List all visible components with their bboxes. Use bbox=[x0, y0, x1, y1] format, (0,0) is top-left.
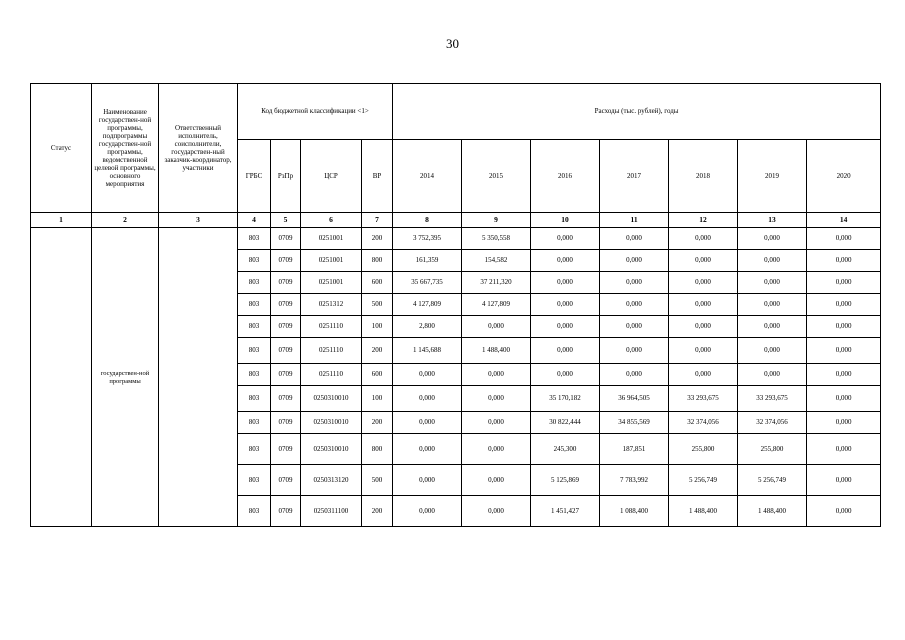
vr-cell: 200 bbox=[362, 412, 393, 434]
value-cell: 0,000 bbox=[393, 412, 462, 434]
value-cell: 1 488,400 bbox=[462, 338, 531, 364]
column-number: 5 bbox=[271, 213, 301, 228]
value-cell: 0,000 bbox=[531, 228, 600, 250]
grbs-cell: 803 bbox=[238, 434, 271, 465]
vr-cell: 100 bbox=[362, 386, 393, 412]
value-cell: 245,300 bbox=[531, 434, 600, 465]
column-number: 8 bbox=[393, 213, 462, 228]
csr-cell: 0250310010 bbox=[301, 386, 362, 412]
rzpr-cell: 0709 bbox=[271, 412, 301, 434]
grbs-cell: 803 bbox=[238, 316, 271, 338]
value-cell: 1 145,688 bbox=[393, 338, 462, 364]
value-cell: 0,000 bbox=[531, 294, 600, 316]
value-cell: 33 293,675 bbox=[738, 386, 807, 412]
rzpr-cell: 0709 bbox=[271, 272, 301, 294]
header-name: Наименование государствен-ной программы, подпрограммы государствен-ной программы, ведомственной целевой программы, основного мероприятия bbox=[92, 84, 159, 213]
value-cell: 0,000 bbox=[807, 228, 881, 250]
rzpr-cell: 0709 bbox=[271, 496, 301, 527]
grbs-cell: 803 bbox=[238, 496, 271, 527]
vr-cell: 200 bbox=[362, 496, 393, 527]
value-cell: 0,000 bbox=[600, 272, 669, 294]
value-cell: 4 127,809 bbox=[393, 294, 462, 316]
value-cell: 0,000 bbox=[738, 272, 807, 294]
value-cell: 7 783,992 bbox=[600, 465, 669, 496]
value-cell: 0,000 bbox=[600, 250, 669, 272]
column-number: 2 bbox=[92, 213, 159, 228]
value-cell: 1 488,400 bbox=[669, 496, 738, 527]
csr-cell: 0251110 bbox=[301, 364, 362, 386]
budget-table bbox=[30, 83, 881, 527]
status-cell bbox=[31, 228, 92, 527]
header-vr: ВР bbox=[362, 140, 393, 213]
value-cell: 0,000 bbox=[393, 496, 462, 527]
rzpr-cell: 0709 bbox=[271, 338, 301, 364]
value-cell: 0,000 bbox=[531, 250, 600, 272]
value-cell: 0,000 bbox=[462, 316, 531, 338]
value-cell: 0,000 bbox=[531, 338, 600, 364]
grbs-cell: 803 bbox=[238, 364, 271, 386]
value-cell: 1 488,400 bbox=[738, 496, 807, 527]
value-cell: 0,000 bbox=[738, 316, 807, 338]
column-number-row bbox=[31, 213, 881, 228]
csr-cell: 0250313120 bbox=[301, 465, 362, 496]
value-cell: 0,000 bbox=[807, 412, 881, 434]
column-number: 11 bbox=[600, 213, 669, 228]
value-cell: 0,000 bbox=[600, 364, 669, 386]
rzpr-cell: 0709 bbox=[271, 228, 301, 250]
vr-cell: 600 bbox=[362, 272, 393, 294]
value-cell: 0,000 bbox=[393, 434, 462, 465]
column-number: 1 bbox=[31, 213, 92, 228]
executor-cell bbox=[159, 228, 238, 527]
vr-cell: 200 bbox=[362, 228, 393, 250]
value-cell: 255,800 bbox=[669, 434, 738, 465]
value-cell: 0,000 bbox=[600, 338, 669, 364]
grbs-cell: 803 bbox=[238, 250, 271, 272]
value-cell: 0,000 bbox=[669, 338, 738, 364]
value-cell: 0,000 bbox=[462, 386, 531, 412]
column-number: 14 bbox=[807, 213, 881, 228]
csr-cell: 0250310010 bbox=[301, 412, 362, 434]
value-cell: 0,000 bbox=[807, 250, 881, 272]
value-cell: 0,000 bbox=[807, 364, 881, 386]
value-cell: 187,851 bbox=[600, 434, 669, 465]
value-cell: 0,000 bbox=[807, 434, 881, 465]
grbs-cell: 803 bbox=[238, 294, 271, 316]
vr-cell: 800 bbox=[362, 434, 393, 465]
value-cell: 0,000 bbox=[462, 496, 531, 527]
grbs-cell: 803 bbox=[238, 412, 271, 434]
value-cell: 0,000 bbox=[531, 364, 600, 386]
value-cell: 0,000 bbox=[807, 338, 881, 364]
value-cell: 0,000 bbox=[669, 250, 738, 272]
value-cell: 0,000 bbox=[531, 272, 600, 294]
rzpr-cell: 0709 bbox=[271, 386, 301, 412]
value-cell: 0,000 bbox=[807, 294, 881, 316]
header-year: 2018 bbox=[669, 140, 738, 213]
csr-cell: 0251001 bbox=[301, 250, 362, 272]
column-number: 12 bbox=[669, 213, 738, 228]
value-cell: 0,000 bbox=[462, 465, 531, 496]
value-cell: 154,582 bbox=[462, 250, 531, 272]
value-cell: 35 667,735 bbox=[393, 272, 462, 294]
value-cell: 32 374,056 bbox=[669, 412, 738, 434]
grbs-cell: 803 bbox=[238, 386, 271, 412]
column-number: 7 bbox=[362, 213, 393, 228]
value-cell: 0,000 bbox=[600, 316, 669, 338]
value-cell: 0,000 bbox=[669, 272, 738, 294]
column-number: 6 bbox=[301, 213, 362, 228]
csr-cell: 0250311100 bbox=[301, 496, 362, 527]
value-cell: 0,000 bbox=[807, 465, 881, 496]
grbs-cell: 803 bbox=[238, 228, 271, 250]
rzpr-cell: 0709 bbox=[271, 316, 301, 338]
header-csr: ЦСР bbox=[301, 140, 362, 213]
value-cell: 34 855,569 bbox=[600, 412, 669, 434]
value-cell: 5 256,749 bbox=[738, 465, 807, 496]
header-expenses: Расходы (тыс. рублей), годы bbox=[393, 84, 881, 140]
header-grbs: ГРБС bbox=[238, 140, 271, 213]
column-number: 4 bbox=[238, 213, 271, 228]
csr-cell: 0251110 bbox=[301, 338, 362, 364]
value-cell: 5 256,749 bbox=[669, 465, 738, 496]
value-cell: 255,800 bbox=[738, 434, 807, 465]
header-year: 2016 bbox=[531, 140, 600, 213]
header-year: 2015 bbox=[462, 140, 531, 213]
header-year: 2014 bbox=[393, 140, 462, 213]
column-number: 13 bbox=[738, 213, 807, 228]
value-cell: 0,000 bbox=[600, 294, 669, 316]
csr-cell: 0251312 bbox=[301, 294, 362, 316]
table-row bbox=[31, 228, 881, 250]
value-cell: 4 127,809 bbox=[462, 294, 531, 316]
value-cell: 2,800 bbox=[393, 316, 462, 338]
value-cell: 0,000 bbox=[738, 228, 807, 250]
value-cell: 5 125,869 bbox=[531, 465, 600, 496]
vr-cell: 500 bbox=[362, 294, 393, 316]
value-cell: 0,000 bbox=[462, 434, 531, 465]
value-cell: 0,000 bbox=[462, 412, 531, 434]
value-cell: 36 964,505 bbox=[600, 386, 669, 412]
value-cell: 0,000 bbox=[393, 386, 462, 412]
column-number: 3 bbox=[159, 213, 238, 228]
header-budget-code: Код бюджетной классификации <1> bbox=[238, 84, 393, 140]
header-year: 2017 bbox=[600, 140, 669, 213]
value-cell: 30 822,444 bbox=[531, 412, 600, 434]
csr-cell: 0251001 bbox=[301, 228, 362, 250]
vr-cell: 200 bbox=[362, 338, 393, 364]
value-cell: 0,000 bbox=[669, 364, 738, 386]
value-cell: 0,000 bbox=[600, 228, 669, 250]
value-cell: 0,000 bbox=[393, 465, 462, 496]
grbs-cell: 803 bbox=[238, 272, 271, 294]
value-cell: 5 350,558 bbox=[462, 228, 531, 250]
value-cell: 37 211,320 bbox=[462, 272, 531, 294]
vr-cell: 500 bbox=[362, 465, 393, 496]
value-cell: 0,000 bbox=[738, 250, 807, 272]
value-cell: 1 088,400 bbox=[600, 496, 669, 527]
rzpr-cell: 0709 bbox=[271, 250, 301, 272]
value-cell: 33 293,675 bbox=[669, 386, 738, 412]
value-cell: 0,000 bbox=[393, 364, 462, 386]
grbs-cell: 803 bbox=[238, 465, 271, 496]
column-number: 10 bbox=[531, 213, 600, 228]
header-year: 2019 bbox=[738, 140, 807, 213]
value-cell: 32 374,056 bbox=[738, 412, 807, 434]
header-status: Статус bbox=[31, 84, 92, 213]
rzpr-cell: 0709 bbox=[271, 465, 301, 496]
value-cell: 0,000 bbox=[807, 272, 881, 294]
value-cell: 0,000 bbox=[807, 316, 881, 338]
header-row-top bbox=[31, 84, 881, 140]
csr-cell: 0251110 bbox=[301, 316, 362, 338]
value-cell: 1 451,427 bbox=[531, 496, 600, 527]
grbs-cell: 803 bbox=[238, 338, 271, 364]
value-cell: 0,000 bbox=[738, 294, 807, 316]
page-number: 30 bbox=[446, 36, 459, 51]
value-cell: 0,000 bbox=[738, 364, 807, 386]
column-number: 9 bbox=[462, 213, 531, 228]
value-cell: 0,000 bbox=[669, 316, 738, 338]
header-year: 2020 bbox=[807, 140, 881, 213]
value-cell: 0,000 bbox=[531, 316, 600, 338]
header-rzpr: РзПр bbox=[271, 140, 301, 213]
name-cell bbox=[92, 228, 159, 527]
value-cell: 0,000 bbox=[807, 386, 881, 412]
header-executor: Ответственный исполнитель, соисполнители, государствен-ный заказчик-координатор, участники bbox=[159, 84, 238, 213]
vr-cell: 800 bbox=[362, 250, 393, 272]
value-cell: 0,000 bbox=[807, 496, 881, 527]
vr-cell: 600 bbox=[362, 364, 393, 386]
value-cell: 0,000 bbox=[738, 338, 807, 364]
rzpr-cell: 0709 bbox=[271, 294, 301, 316]
value-cell: 161,359 bbox=[393, 250, 462, 272]
value-cell: 0,000 bbox=[669, 228, 738, 250]
value-cell: 0,000 bbox=[462, 364, 531, 386]
rzpr-cell: 0709 bbox=[271, 364, 301, 386]
vr-cell: 100 bbox=[362, 316, 393, 338]
value-cell: 35 170,182 bbox=[531, 386, 600, 412]
name-text: государствен-ной программы bbox=[100, 370, 150, 385]
value-cell: 3 752,395 bbox=[393, 228, 462, 250]
value-cell: 0,000 bbox=[669, 294, 738, 316]
csr-cell: 0250310010 bbox=[301, 434, 362, 465]
csr-cell: 0251001 bbox=[301, 272, 362, 294]
rzpr-cell: 0709 bbox=[271, 434, 301, 465]
